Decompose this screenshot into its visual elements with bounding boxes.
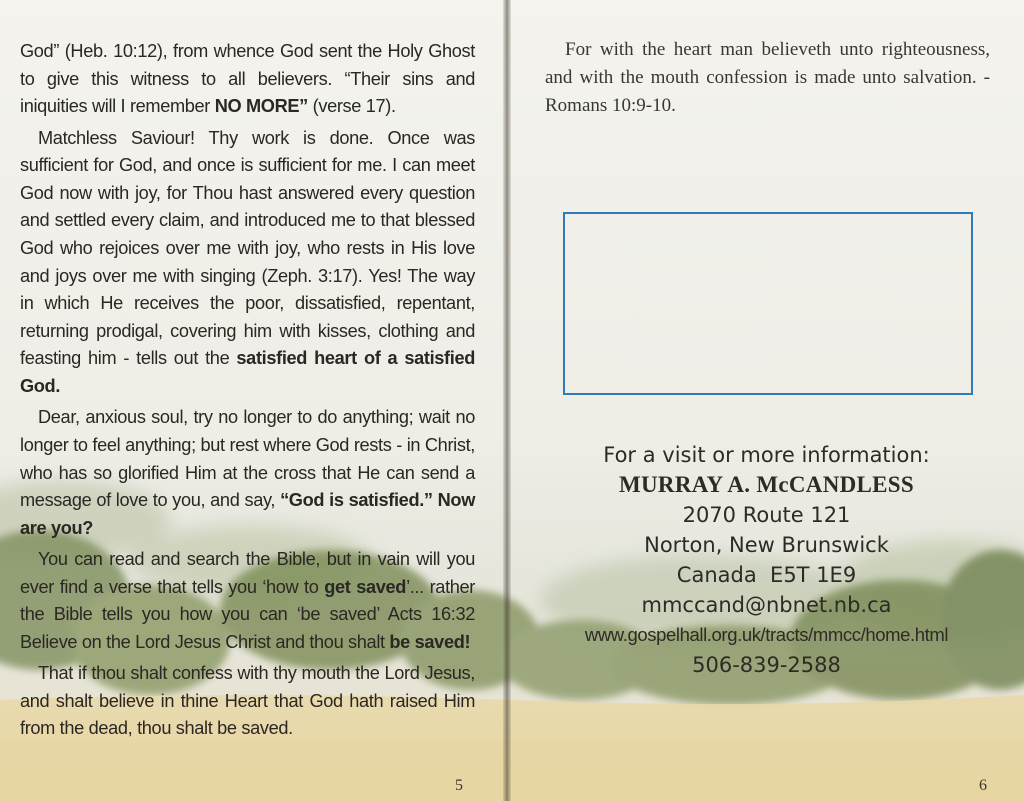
romans-verse-text [545,36,990,119]
left-page-body-text [20,38,475,747]
verse-text: For with the heart man believeth unto righteousness, and with the mouth confession is made unto salvation. - Romans 10:9-10. [545,39,990,116]
contact-city: Norton, New Brunswick [644,533,889,557]
contact-email: mmccand@nbnet.nb.ca [641,593,892,617]
body-paragraph [20,404,475,542]
blank-stamp-box [563,212,973,395]
bold-text-segment: satisfied heart of a satisfied God. [20,348,475,396]
right-page [509,0,1024,801]
text-segment: That if thou shalt confess with thy mouth the Lord Jesus, and shalt believe in thine Heart that God hath raised Him from the dead, thou shalt be saved. [20,663,475,739]
text-segment: ’... rather the Bible tells you how you can ‘be saved’ Acts 16:32 Believe on the Lord Jesus Christ and thou shalt [20,576,476,652]
body-paragraph [20,125,475,401]
bold-text-segment: “God is satisfied.” Now are you? [20,490,475,538]
text-segment: God” (Heb. 10:12), from whence God sent the Holy Ghost to give this witness to all believers. “Their sins and iniquities will I remember [20,41,475,117]
body-paragraph [20,546,475,656]
contact-street: 2070 Route 121 [682,503,851,527]
left-page [0,0,505,801]
bold-text-segment: get saved [324,576,407,597]
text-segment: (verse 17). [307,96,396,117]
text-segment: Dear, anxious soul, try no longer to do anything; wait no longer to feel anything; but rest where God rests - in Christ, who has so glorified Him at the cross that He can send a message of love to you, and say, [20,407,475,511]
contact-phone: 506-839-2588 [692,653,841,677]
text-segment: You can read and search the Bible, but in vain will you ever find a verse that tells you ‘how to [20,549,475,597]
contact-country-postal: Canada E5T 1E9 [676,563,857,587]
page-number-left: 5 [455,777,463,794]
contact-website: www.gospelhall.org.uk/tracts/mmcc/home.html [584,624,949,645]
contact-lead: For a visit or more information: [603,443,930,467]
bold-text-segment: be saved! [389,631,471,652]
body-paragraph [20,660,475,743]
text-segment: Matchless Saviour! Thy work is done. Once was sufficient for God, and once is sufficient for me. I can meet God now with joy, for Thou hast answered every question and settled every claim, and introduced me to that blessed God who rejoices over me with joy, who rests in His love and joys over me with singing (Zeph. 3:17). Yes! The way in which He receives the poor, dissatisfied, repentant, returning prodigal, covering him with kisses, clothing and feasting him - tells out the [20,127,475,369]
contact-block [529,440,1004,680]
body-paragraph [20,38,475,121]
bold-text-segment: NO MORE” [214,96,308,117]
page-number-right: 6 [979,777,987,794]
contact-name: MURRAY A. McCANDLESS [618,472,914,497]
